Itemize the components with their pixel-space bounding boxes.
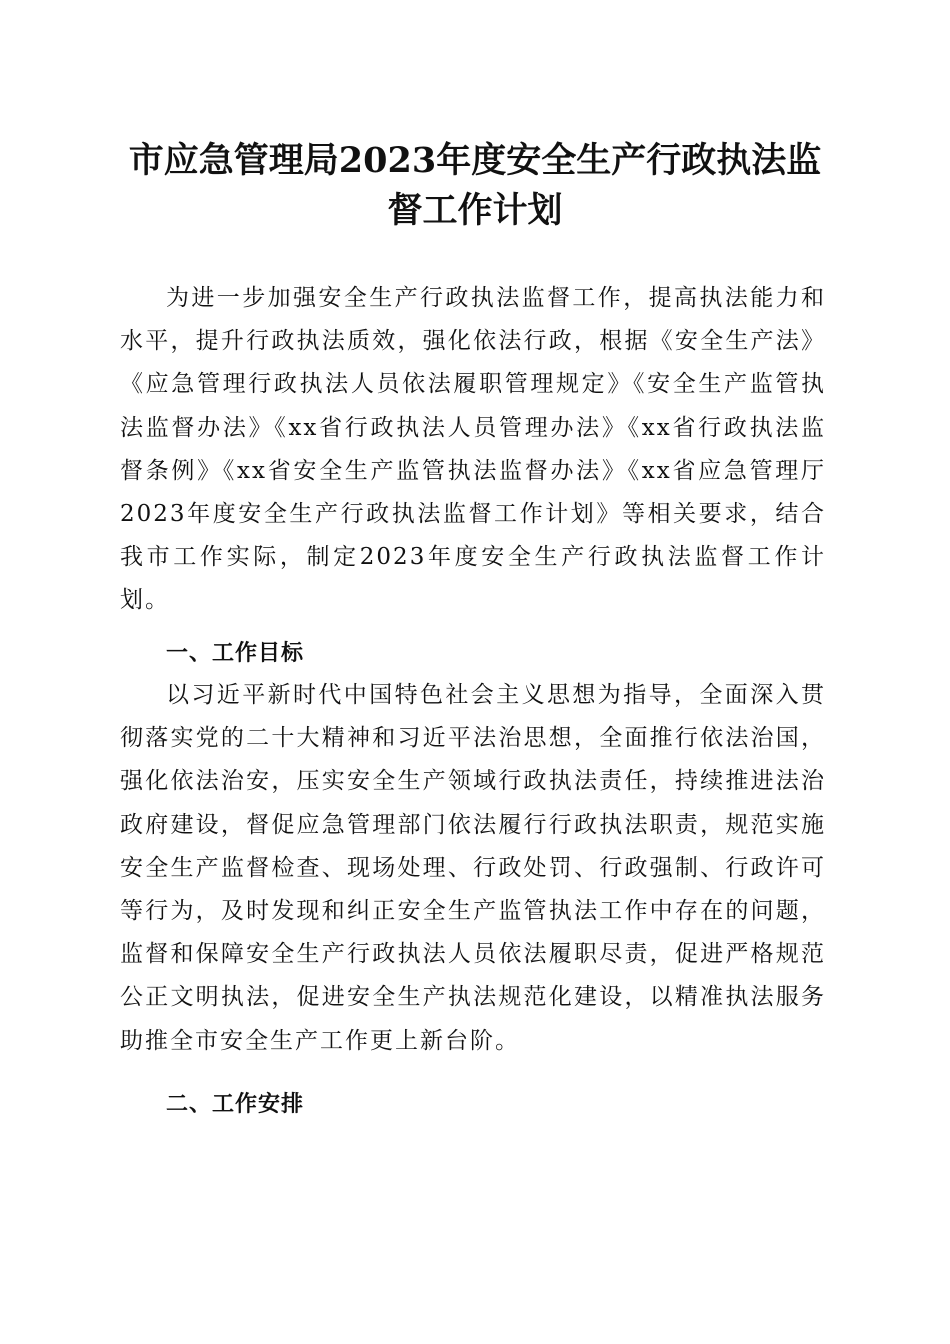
document-title	[100, 136, 850, 236]
section-heading-work-arrangement: 二、工作安排	[166, 1092, 305, 1117]
work-goals-paragraph: 以习近平新时代中国特色社会主义思想为指导，全面深入贯彻落实党的二十大精神和习近平法治思想，全面推行依法治国，强化依法治安，压实安全生产领域行政执法责任，持续推进法治政府建设，督促应急管理部门依法履行行政执法职责，规范实施安全生产监督检查、现场处理、行政处罚、行政强制、行政许可等行为，及时发现和纠正安全生产监管执法工作中存在的问题，监督和保障安全生产行政执法人员依法履职尽责，促进严格规范公正文明执法，促进安全生产执法规范化建设，以精准执法服务助推全市安全生产工作更上新台阶。	[120, 682, 826, 1054]
title-line-2: 督工作计划	[387, 190, 563, 231]
intro-paragraph: 为进一步加强安全生产行政执法监督工作，提高执法能力和水平，提升行政执法质效，强化依法行政，根据《安全生产法》《应急管理行政执法人员依法履职管理规定》《安全生产监管执法监督办法》《xx省行政执法人员管理办法》《xx省行政执法监督条例》《xx省安全生产监管执法监督办法》《xx省应急管理厅2023年度安全生产行政执法监督工作计划》等相关要求，结合我市工作实际，制定2023年度安全生产行政执法监督工作计划。	[120, 285, 826, 614]
section-heading-work-goals: 一、工作目标	[166, 641, 305, 666]
title-line-1: 市应急管理局2023年度安全生产行政执法监	[128, 140, 822, 181]
